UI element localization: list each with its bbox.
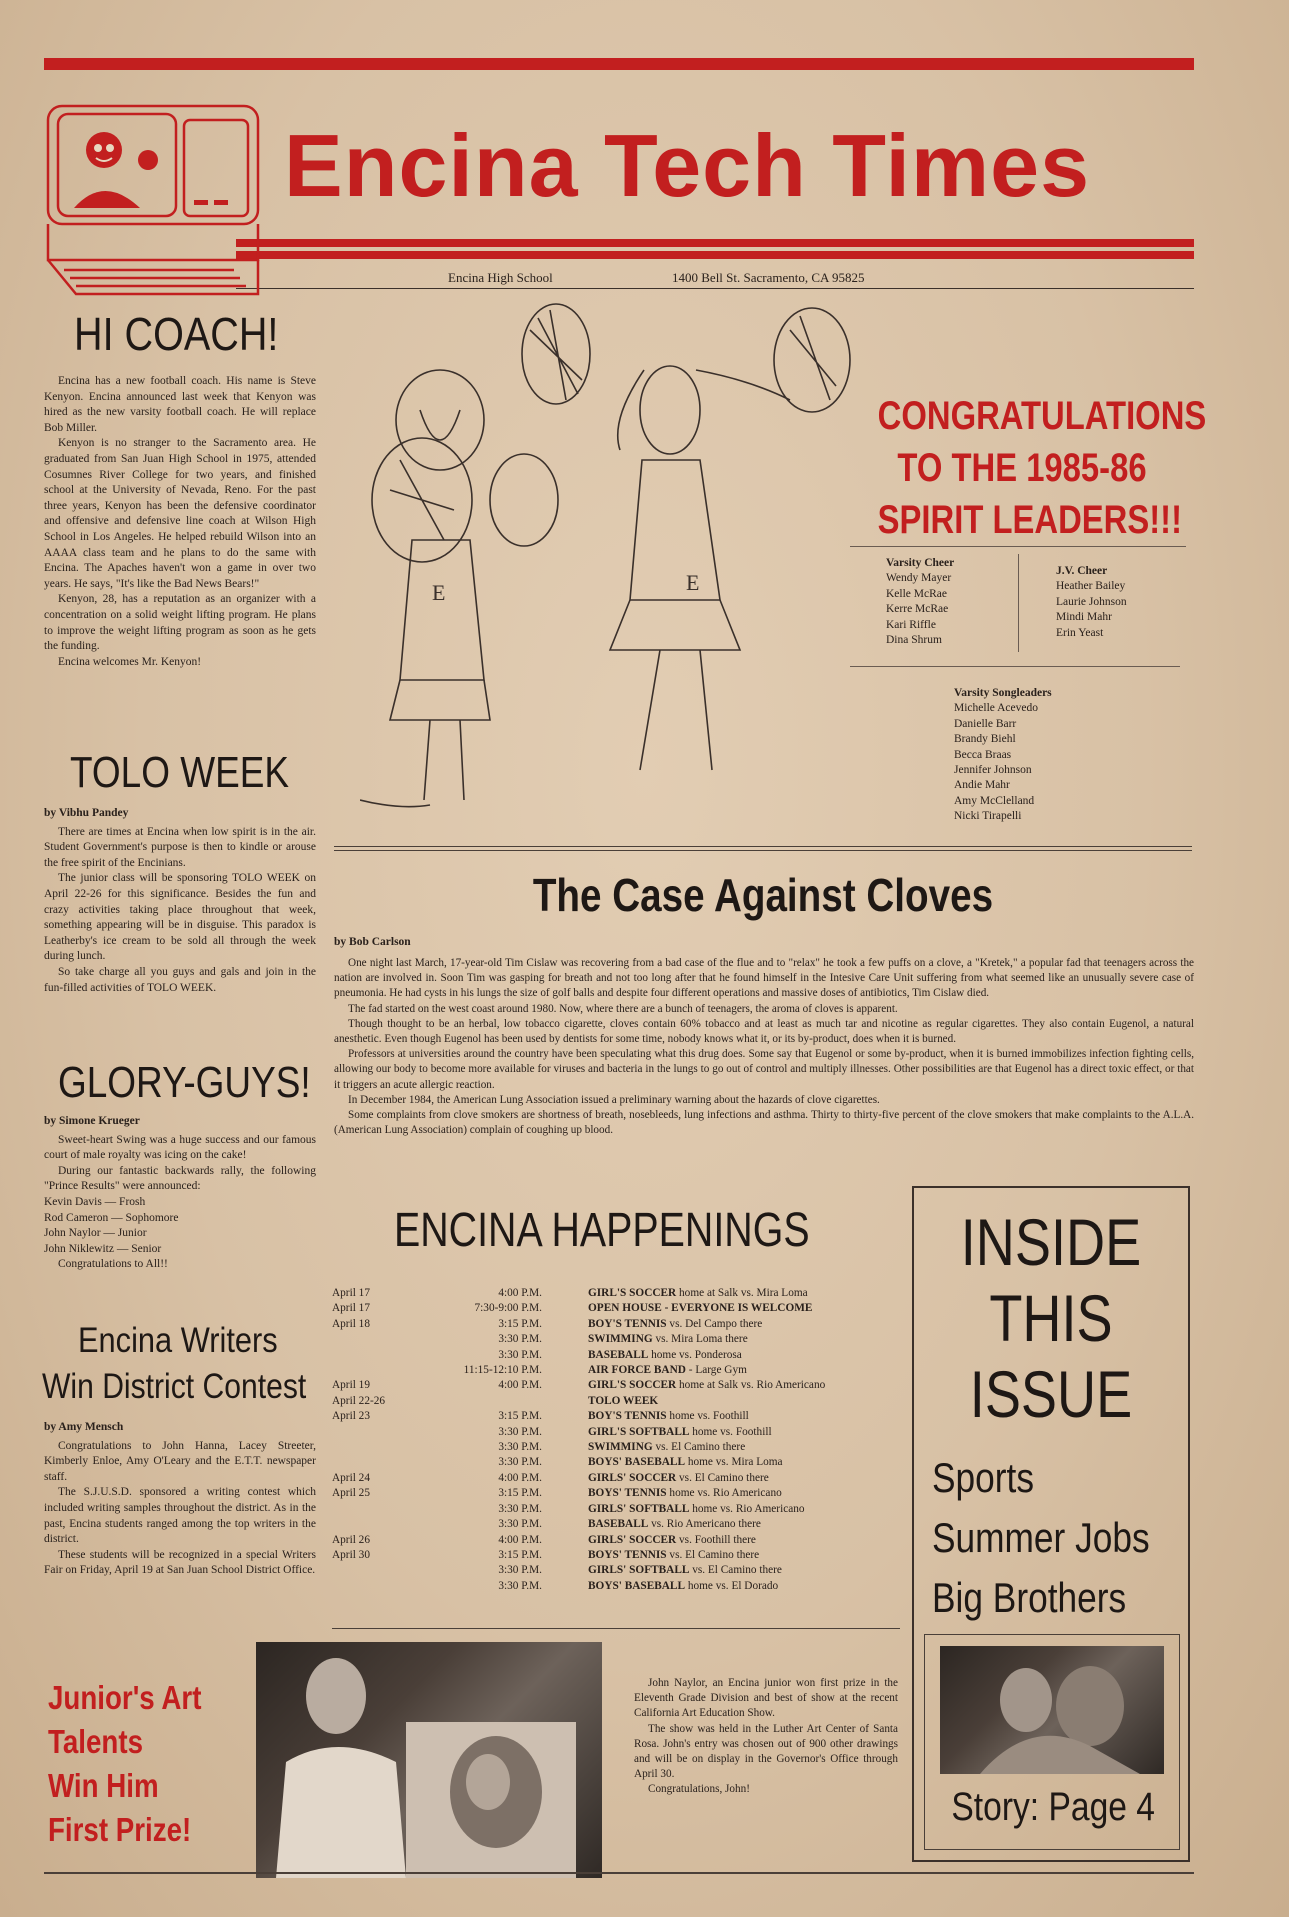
glory-paragraph: During our fantastic backwards rally, the following "Prince Results" were announced: [44, 1164, 316, 1193]
schedule-date: April 17 [332, 1287, 370, 1299]
roster-name: Andie Mahr [954, 779, 1010, 792]
schedule-time: 4:00 P.M. [498, 1533, 542, 1546]
schedule-time: 4:00 P.M. [498, 1471, 542, 1484]
schedule-event-name: SWIMMING [588, 1441, 653, 1454]
writers-headline-line-2: Win District Contest [42, 1367, 307, 1406]
art-headline-line: Junior's Art [48, 1679, 202, 1716]
schedule-spacer [542, 1301, 588, 1316]
list-item: John Naylor — Junior [44, 1227, 147, 1240]
inside-headline-line: THIS [989, 1281, 1113, 1355]
schedule-event-detail: vs. El Camino there [689, 1564, 782, 1577]
table-row [332, 1409, 900, 1424]
schedule-event [588, 1378, 900, 1393]
cheerleaders-drawing-icon [360, 300, 860, 830]
schedule-date [332, 1425, 430, 1440]
coach-paragraph: Encina welcomes Mr. Kenyon! [58, 655, 202, 668]
schedule-date: April 24 [332, 1471, 370, 1484]
coach-headline: HI COACH! [74, 308, 279, 360]
masthead-title: Encina Tech Times [284, 116, 1091, 215]
roster-name: Erin Yeast [1056, 626, 1104, 639]
schedule-spacer [542, 1502, 588, 1517]
schedule-event-detail: home vs. Foothill [666, 1410, 749, 1423]
roster-name: Heather Bailey [1056, 580, 1126, 593]
schedule-event-name: GIRL'S SOCCER [588, 1287, 677, 1299]
computer-mascot-icon [44, 100, 264, 296]
schedule-time: 3:30 P.M. [498, 1425, 542, 1438]
roster-name: Dina Shrum [886, 634, 942, 647]
schedule-event-detail: home at Salk vs. Rio Americano [676, 1379, 826, 1392]
svg-text:E: E [432, 580, 446, 605]
schedule-time: 3:30 P.M. [498, 1518, 542, 1531]
tolo-article-body [44, 806, 316, 996]
spirit-headline-line: SPIRIT LEADERS!!! [877, 498, 1183, 542]
schedule-event [588, 1579, 900, 1594]
schedule-event [588, 1563, 900, 1578]
roster-name: Michelle Acevedo [954, 702, 1038, 715]
list-item: John Niklewitz — Senior [44, 1242, 162, 1255]
schedule-date [332, 1517, 430, 1532]
writers-paragraph: The S.J.U.S.D. sponsored a writing contest which included writing samples throughout the district. As in the past, Encina students ranged among the top writers in the district. [44, 1486, 316, 1546]
schedule-event-name: TOLO WEEK [588, 1394, 659, 1407]
schedule-event-name: GIRLS' SOFTBALL [588, 1564, 690, 1577]
coach-article-body [44, 374, 316, 670]
schedule-event-name: BASEBALL [588, 1518, 649, 1531]
table-row [332, 1317, 900, 1332]
table-row [332, 1548, 900, 1563]
schedule-event [588, 1286, 900, 1301]
schedule-event-name: BASEBALL [588, 1348, 649, 1361]
schedule-spacer [542, 1332, 588, 1347]
inside-item: Summer Jobs [932, 1514, 1150, 1561]
schedule-event-detail: home vs. Mira Loma [685, 1456, 783, 1469]
schedule-date: April 18 [332, 1317, 370, 1330]
schedule-time: 3:30 P.M. [498, 1441, 542, 1454]
tolo-paragraph: So take charge all you guys and gals and join in the fun-filled activities of TOLO WEEK. [44, 965, 316, 994]
schedule-event [588, 1301, 900, 1316]
inside-item: Big Brothers [932, 1574, 1127, 1621]
schedule-date: April 22-26 [332, 1394, 386, 1407]
schedule-date: April 26 [332, 1533, 370, 1546]
schedule-event-detail: vs. El Camino there [666, 1548, 760, 1561]
schedule-event [588, 1533, 900, 1548]
couple-photo-art [940, 1646, 1164, 1774]
schedule-spacer [542, 1455, 588, 1470]
table-row [332, 1378, 900, 1393]
schedule-time: 3:30 P.M. [498, 1564, 542, 1577]
story-page-ref-text: Story: Page 4 [951, 1785, 1155, 1829]
schedule-event-name: GIRL'S SOCCER [588, 1379, 677, 1392]
happenings-headline: ENCINA HAPPENINGS [394, 1204, 810, 1257]
schedule-time: 3:15 P.M. [498, 1487, 542, 1500]
art-article-body [634, 1676, 898, 1798]
list-item: Rod Cameron — Sophomore [44, 1211, 179, 1224]
happenings-schedule-table [332, 1286, 900, 1594]
school-name: Encina High School [448, 270, 553, 285]
schedule-event-detail: vs. El Camino there [652, 1441, 746, 1454]
cloves-top-rule [334, 846, 1192, 847]
songleaders-roster [954, 686, 1052, 825]
schedule-event-name: GIRL'S SOFTBALL [588, 1425, 690, 1438]
schedule-date [332, 1332, 430, 1347]
schedule-event [588, 1455, 900, 1470]
glory-article-body [44, 1114, 316, 1273]
student-photo-art [256, 1642, 602, 1878]
table-row [332, 1486, 900, 1501]
cloves-paragraph: The fad started on the west coast around 1980. Now, where there are a bunch of teenagers, the aroma of cloves is apparent. [348, 1002, 898, 1015]
writers-paragraph: These students will be recognized in a special Writers Fair on Friday, April 19 at San Juan School District Office. [44, 1548, 316, 1577]
schedule-event [588, 1409, 900, 1424]
schedule-event [588, 1348, 900, 1363]
schedule-spacer [542, 1348, 588, 1363]
table-row [332, 1394, 900, 1409]
table-row [332, 1533, 900, 1548]
roster-name: Kari Riffle [886, 618, 936, 631]
schedule-event-detail: vs. Mira Loma there [652, 1333, 748, 1346]
schedule-date: April 17 [332, 1302, 370, 1315]
coach-paragraph: Kenyon, 28, has a reputation as an organizer with a concentration on a solid weight lifting program. He plans to improve the weight lifting program as soon as he gets the funding. [44, 593, 316, 653]
masthead-rule-1 [236, 239, 1194, 247]
schedule-spacer [542, 1378, 588, 1393]
schedule-spacer [542, 1440, 588, 1455]
table-row [332, 1286, 900, 1301]
couple-photo-icon [940, 1646, 1164, 1774]
writers-paragraph: Congratulations to John Hanna, Lacey Streeter, Kimberly Enloe, Amy O'Leary and the E.T.T. newspaper staff. [44, 1439, 316, 1483]
student-with-drawing-photo-icon [256, 1642, 602, 1878]
art-headline [48, 1676, 231, 1852]
schedule-date [332, 1440, 430, 1455]
table-row [332, 1301, 900, 1316]
roster-name: Kerre McRae [886, 603, 949, 616]
schedule-event [588, 1363, 900, 1378]
roster-name: Becca Braas [954, 748, 1012, 761]
schedule-date: April 19 [332, 1379, 370, 1392]
schedule-event-detail: home vs. El Dorado [685, 1579, 779, 1592]
schedule-time: 4:00 P.M. [498, 1287, 542, 1299]
schedule-event-name: BOY'S TENNIS [588, 1317, 667, 1330]
table-row [332, 1425, 900, 1440]
schedule-event-name: SWIMMING [588, 1333, 653, 1346]
schedule-spacer [542, 1317, 588, 1332]
table-row [332, 1363, 900, 1378]
schedule-date [332, 1455, 430, 1470]
schedule-event-detail: home at Salk vs. Mira Loma [676, 1287, 808, 1299]
writers-headline-line-1: Encina Writers [78, 1321, 278, 1360]
roster-title: Varsity Cheer [886, 557, 955, 569]
schedule-event-name: AIR FORCE BAND [588, 1364, 686, 1377]
art-paragraph: The show was held in the Luther Art Center of Santa Rosa. John's entry was chosen out of 900 other drawings and will be on display in the Governor's Office through April 30. [634, 1722, 898, 1781]
spirit-headline-line: TO THE 1985-86 [897, 446, 1147, 490]
table-row [332, 1579, 900, 1594]
art-paragraph: John Naylor, an Encina junior won first prize in the Eleventh Grade Division and best of show at the recent California Art Education Show. [634, 1677, 898, 1720]
schedule-event-name: BOY'S TENNIS [588, 1410, 667, 1423]
schedule-event-detail: home vs. Rio Americano [666, 1487, 782, 1500]
table-row [332, 1517, 900, 1532]
schedule-spacer [542, 1548, 588, 1563]
masthead-bottom-rule [236, 288, 1194, 289]
schedule-spacer [542, 1394, 588, 1409]
table-row [332, 1348, 900, 1363]
inside-headline-line: INSIDE [960, 1205, 1142, 1279]
schedule-spacer [542, 1409, 588, 1424]
roster-name: Kelle McRae [886, 587, 947, 600]
table-row [332, 1563, 900, 1578]
schedule-event-name: GIRLS' SOCCER [588, 1533, 677, 1546]
story-page-ref [928, 1782, 1178, 1832]
schedule-event [588, 1486, 900, 1501]
schedule-date [332, 1348, 430, 1363]
schedule-spacer [542, 1425, 588, 1440]
cloves-paragraph: One night last March, 17-year-old Tim Cislaw was recovering from a bad case of the flue and to "relax" he took a few puffs on a clove, a "Kretek," a popular fad that teenagers across the nation are involved in. Soon Tim was gasping for breath and not too long after that he found himself in the Intesive Care Unit suffering from what seemed like an unusually severe case of pneumonia. He had cysts in his lungs the size of golf balls and despite four different operations and massive doses of antibiotics, Tim Cislaw died. [334, 957, 1194, 1000]
roster-name: Nicki Tirapelli [954, 810, 1022, 823]
writers-byline: by Amy Mensch [44, 1421, 124, 1433]
table-row [332, 1440, 900, 1455]
schedule-time: 7:30-9:00 P.M. [474, 1302, 542, 1315]
schedule-event-detail: home vs. Foothill [689, 1425, 772, 1438]
schedule-event [588, 1517, 900, 1532]
schedule-event-name: GIRLS' SOCCER [588, 1471, 677, 1484]
schedule-event [588, 1471, 900, 1486]
schedule-spacer [542, 1533, 588, 1548]
cloves-paragraph: In December 1984, the American Lung Association issued a preliminary warning about the hazards of clove cigarettes. [348, 1093, 880, 1106]
spirit-headline-line: CONGRATULATIONS [877, 394, 1207, 438]
cloves-headline-text: The Case Against Cloves [532, 869, 994, 921]
tolo-paragraph: There are times at Encina when low spirit is in the air. Student Government's purpose is then to kindle or arouse the free spirit of the Encinians. [44, 825, 316, 869]
schedule-event-detail: vs. Foothill there [676, 1533, 756, 1546]
roster-name: Amy McClelland [954, 794, 1035, 807]
prince-results-list [44, 1195, 316, 1257]
schedule-time [430, 1394, 542, 1409]
cloves-paragraph: Some complaints from clove smokers are shortness of breath, nosebleeds, lung infections and asthma. Thirty to thirty-five percent of the clove smokers that make complaints to the A.L.A. (American Lung Association) complain of coughing up blood. [334, 1109, 1194, 1137]
art-paragraph: Congratulations, John! [648, 1783, 750, 1796]
roster-top-rule [850, 546, 1186, 547]
roster-title: J.V. Cheer [1056, 565, 1108, 577]
schedule-time: 3:30 P.M. [498, 1333, 542, 1346]
schedule-event-name: OPEN HOUSE - EVERYONE IS WELCOME [588, 1302, 813, 1315]
glory-closing: Congratulations to All!! [58, 1258, 168, 1271]
schedule-time: 3:15 P.M. [498, 1317, 542, 1330]
svg-text:E: E [686, 570, 700, 595]
cloves-paragraph: Professors at universities around the country have been speculating what this drug does. Some say that Eugenol or some by-product, when it is burned immobilizes infection fighting cells, allowing our body to become more available for viruses and bacteria in the lungs to go out of control and multiply illnesses. Other possibilities are that Eugenol has a direct toxic effect, or that it triggers an acute allergic reaction. [334, 1048, 1194, 1091]
schedule-spacer [542, 1486, 588, 1501]
schedule-event-detail: vs. Rio Americano there [648, 1518, 761, 1531]
schedule-event [588, 1440, 900, 1455]
glory-byline: by Simone Krueger [44, 1115, 140, 1127]
roster-divider [1018, 554, 1019, 652]
writers-article-body [44, 1420, 316, 1579]
schedule-date [332, 1502, 430, 1517]
schedule-event-detail: vs. Del Campo there [666, 1317, 763, 1330]
happenings-bottom-rule [332, 1628, 900, 1629]
schedule-time: 3:15 P.M. [498, 1548, 542, 1561]
inside-items [932, 1448, 1191, 1628]
art-headline-line: Talents [48, 1723, 143, 1760]
tolo-byline: by Vibhu Pandey [44, 807, 129, 819]
tolo-headline: TOLO WEEK [70, 748, 290, 797]
schedule-event-name: GIRLS' SOFTBALL [588, 1502, 690, 1515]
roster-title: Varsity Songleaders [954, 687, 1052, 699]
cloves-article-body [334, 956, 1194, 1138]
table-row [332, 1332, 900, 1347]
schedule-event-name: BOYS' TENNIS [588, 1487, 667, 1500]
schedule-spacer [542, 1517, 588, 1532]
roster-name: Mindi Mahr [1056, 611, 1112, 624]
schedule-spacer [542, 1471, 588, 1486]
cloves-headline [334, 868, 1192, 922]
schedule-event [588, 1317, 900, 1332]
schedule-date: April 30 [332, 1548, 370, 1561]
table-row [332, 1455, 900, 1470]
cloves-paragraph: Though thought to be an herbal, low tobacco cigarette, cloves contain 60% tobacco and at least as much tar and nicotine as regular cigarettes. They also contain Eugenol, a natural anesthetic. Even though Eugenol has been used by dentists for some time, nobody knows what it, or its by-product, does when it is burned. [334, 1017, 1194, 1046]
art-headline-line: First Prize! [48, 1811, 192, 1848]
cloves-top-rule-2 [334, 850, 1192, 851]
schedule-date: April 25 [332, 1487, 370, 1500]
art-headline-line: Win Him [48, 1767, 159, 1804]
masthead-rule-2 [236, 251, 1194, 259]
tolo-paragraph: The junior class will be sponsoring TOLO WEEK on April 22-26 for this significance. Besides the fun and crazy activities taking place throughout that week, something appearing will be in disguise. This paradox is Leatherby's ice cream to be sold all through the week during lunch. [44, 872, 316, 963]
schedule-event [588, 1394, 900, 1409]
table-row [332, 1471, 900, 1486]
schedule-time: 3:30 P.M. [498, 1456, 542, 1469]
schedule-event [588, 1548, 900, 1563]
schedule-spacer [542, 1286, 588, 1301]
schedule-event-detail: home vs. Rio Americano [689, 1502, 805, 1515]
schedule-spacer [542, 1579, 588, 1594]
table-row [332, 1502, 900, 1517]
schedule-event-name: BOYS' BASEBALL [588, 1579, 685, 1592]
schedule-event [588, 1332, 900, 1347]
varsity-cheer-roster [886, 556, 954, 648]
inside-headline-line: ISSUE [969, 1357, 1133, 1431]
schedule-time: 3:30 P.M. [498, 1579, 542, 1592]
schedule-time: 4:00 P.M. [498, 1379, 542, 1392]
roster-name: Laurie Johnson [1056, 595, 1127, 608]
schedule-event-detail: vs. El Camino there [676, 1471, 769, 1484]
schedule-date [332, 1579, 430, 1594]
schedule-time: 3:30 P.M. [498, 1348, 542, 1361]
inside-headline [914, 1204, 1188, 1432]
schedule-time: 11:15-12:10 P.M. [463, 1364, 542, 1377]
roster-name: Wendy Mayer [886, 572, 952, 585]
coach-paragraph: Encina has a new football coach. His name is Steve Kenyon. Encina announced last week that Kenyon was hired as the new varsity football coach. He will replace Bob Miller. [44, 375, 316, 434]
schedule-event-name: BOYS' BASEBALL [588, 1456, 685, 1469]
schedule-time: 3:30 P.M. [498, 1502, 542, 1515]
school-address: 1400 Bell St. Sacramento, CA 95825 [672, 270, 865, 285]
schedule-time: 3:15 P.M. [498, 1410, 542, 1423]
schedule-event-name: BOYS' TENNIS [588, 1548, 667, 1561]
cloves-byline: by Bob Carlson [334, 936, 411, 948]
inside-item: Sports [932, 1454, 1034, 1501]
roster-name: Danielle Barr [954, 717, 1017, 730]
masthead-top-rule [44, 58, 1194, 70]
jv-cheer-roster [1056, 564, 1127, 641]
roster-name: Jennifer Johnson [954, 764, 1032, 777]
roster-mid-rule [850, 666, 1180, 667]
glory-paragraph: Sweet-heart Swing was a huge success and our famous court of male royalty was icing on the cake! [44, 1133, 316, 1162]
list-item: Kevin Davis — Frosh [44, 1195, 146, 1208]
coach-paragraph: Kenyon is no stranger to the Sacramento area. He graduated from San Juan High School in 1975, attended Cosumnes River College for two years, and finished school at the University of Nevada, Reno. For the past three years, Kenyon has been the defensive coordinator and offensive and defensive line coach at Wilson High School in Los Angeles. He helped rebuild Wilson into an AAAA class team and he plans to do the same with Encina. The Apaches haven't won a game in over two years. He says, "It's like the Bad News Bears!" [44, 437, 316, 590]
page-bottom-rule [44, 1872, 1194, 1874]
schedule-date: April 23 [332, 1410, 370, 1423]
schedule-date [332, 1363, 430, 1378]
schedule-date [332, 1563, 430, 1578]
schedule-event-detail: - Large Gym [685, 1364, 747, 1377]
glory-headline: GLORY-GUYS! [58, 1058, 311, 1107]
schedule-event [588, 1425, 900, 1440]
schedule-event [588, 1502, 900, 1517]
spirit-headline [846, 390, 1207, 546]
schedule-event-detail: home vs. Ponderosa [648, 1348, 742, 1361]
roster-name: Brandy Biehl [954, 733, 1016, 746]
schedule-spacer [542, 1363, 588, 1378]
schedule-spacer [542, 1563, 588, 1578]
